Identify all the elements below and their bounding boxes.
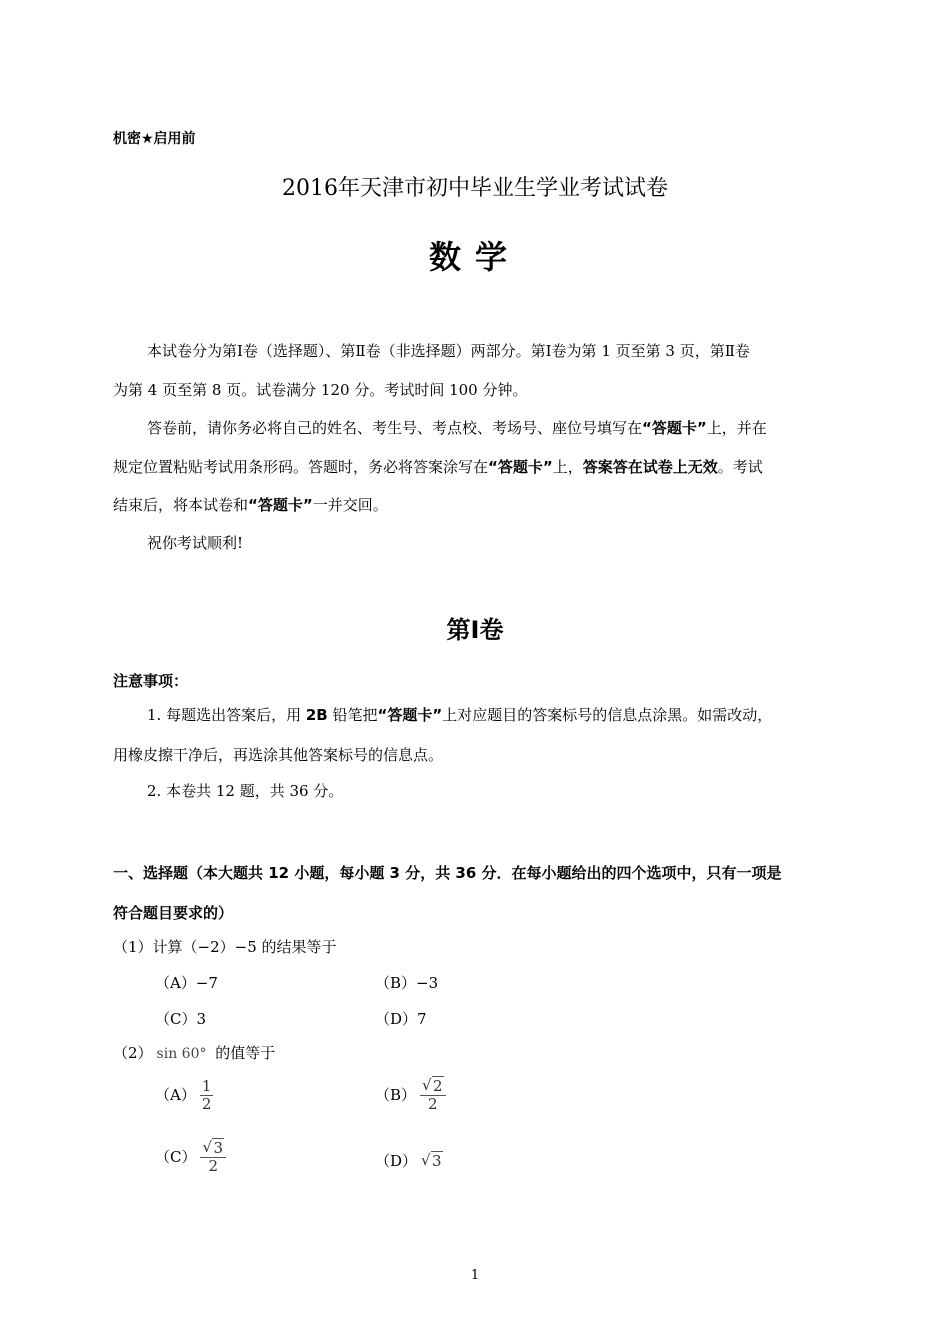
- square-root: [421, 1152, 443, 1170]
- text-run: 铅笔把: [327, 706, 378, 724]
- numerator: 1: [201, 1077, 212, 1095]
- instructions-line: [113, 456, 763, 477]
- denominator: 2: [428, 1095, 438, 1114]
- answer-card-emphasis: “答题卡”: [642, 419, 707, 437]
- text-run: 结束后，将本试卷和: [113, 496, 249, 514]
- text-run: 一并交回。: [312, 496, 388, 514]
- question-1-option-c: （C）3: [155, 1010, 207, 1028]
- question-1-option-b: （B）−3: [375, 974, 439, 992]
- answer-card-emphasis: “答题卡”: [488, 458, 553, 476]
- square-root: [202, 1140, 224, 1157]
- radicand: 3: [213, 1139, 224, 1157]
- question-2-option-b: [375, 1078, 446, 1114]
- fraction: [200, 1140, 226, 1176]
- intro-line: 为第 4 页至第 8 页。试卷满分 120 分。考试时间 100 分钟。: [113, 381, 528, 399]
- denominator: 2: [208, 1157, 219, 1176]
- notice-item-2: 2. 本卷共 12 题，共 36 分。: [147, 782, 344, 800]
- question-number: （2）: [113, 1044, 153, 1062]
- page-number: 1: [470, 1268, 480, 1283]
- text-run: 1. 每题选出答案后，用: [147, 706, 306, 724]
- text-run: 上对应题目的答案标号的信息点涂黑。如需改动，: [442, 706, 773, 724]
- text-run: 答卷前，请你务必将自己的姓名、考生号、考点校、考场号、座位号填写在: [147, 419, 643, 437]
- question-2-option-c: [155, 1140, 226, 1176]
- confidential-label: 机密★启用前: [113, 131, 196, 147]
- answer-card-emphasis: “答题卡”: [377, 706, 443, 724]
- question-1-stem: （1）计算（−2）−5 的结果等于: [113, 938, 337, 956]
- option-label: （D）: [375, 1152, 418, 1170]
- option-label: （B）: [375, 1085, 417, 1104]
- question-2-stem: [113, 1042, 275, 1063]
- exam-title: 2016年天津市初中毕业生学业考试试卷: [282, 176, 668, 201]
- notice-item-1-cont: 用橡皮擦干净后，再选涂其他答案标号的信息点。: [113, 746, 444, 764]
- option-label: （C）: [155, 1147, 197, 1166]
- text-run: 的值等于: [210, 1044, 276, 1062]
- instructions-line: [113, 494, 388, 515]
- good-luck-text: 祝你考试顺利!: [147, 534, 244, 552]
- numerator: [420, 1078, 446, 1095]
- option-label: （A）: [155, 1085, 196, 1104]
- square-root: [422, 1078, 444, 1095]
- fraction: [200, 1078, 214, 1114]
- invalid-answer-warning: 答案答在试卷上无效: [582, 458, 718, 476]
- volume-title: 第Ⅰ卷: [446, 616, 504, 644]
- subject-title: 数学: [428, 238, 521, 276]
- question-1-option-d: （D）7: [375, 1010, 427, 1028]
- question-2-option-a: [155, 1078, 213, 1114]
- notice-heading: 注意事项：: [113, 672, 189, 690]
- text-run: 上，并在: [706, 419, 767, 437]
- fraction: [420, 1078, 446, 1114]
- pencil-type: 2B: [305, 706, 328, 724]
- sine-expression: sin 60°: [156, 1046, 207, 1062]
- intro-line: 本试卷分为第Ⅰ卷（选择题）、第Ⅱ卷（非选择题）两部分。第Ⅰ卷为第 1 页至第 3 页，第Ⅱ卷: [147, 342, 750, 360]
- question-1-option-a: （A）−7: [155, 974, 218, 992]
- radicand: 3: [432, 1152, 442, 1170]
- instructions-line: [147, 417, 767, 438]
- denominator: 2: [201, 1095, 212, 1114]
- text-run: 。考试: [717, 458, 763, 476]
- radicand: 2: [433, 1077, 443, 1095]
- text-run: 上，: [552, 458, 583, 476]
- section-heading: 一、选择题（本大题共 12 小题，每小题 3 分，共 36 分．在每小题给出的四个选项中，只有一项是: [113, 864, 782, 882]
- text-run: 规定位置粘贴考试用条形码。答题时，务必将答案涂写在: [113, 458, 489, 476]
- notice-item-1: [147, 704, 772, 725]
- numerator: [200, 1140, 226, 1157]
- section-heading-cont: 符合题目要求的）: [113, 904, 234, 922]
- answer-card-emphasis: “答题卡”: [248, 496, 313, 514]
- question-2-option-d: [375, 1150, 443, 1171]
